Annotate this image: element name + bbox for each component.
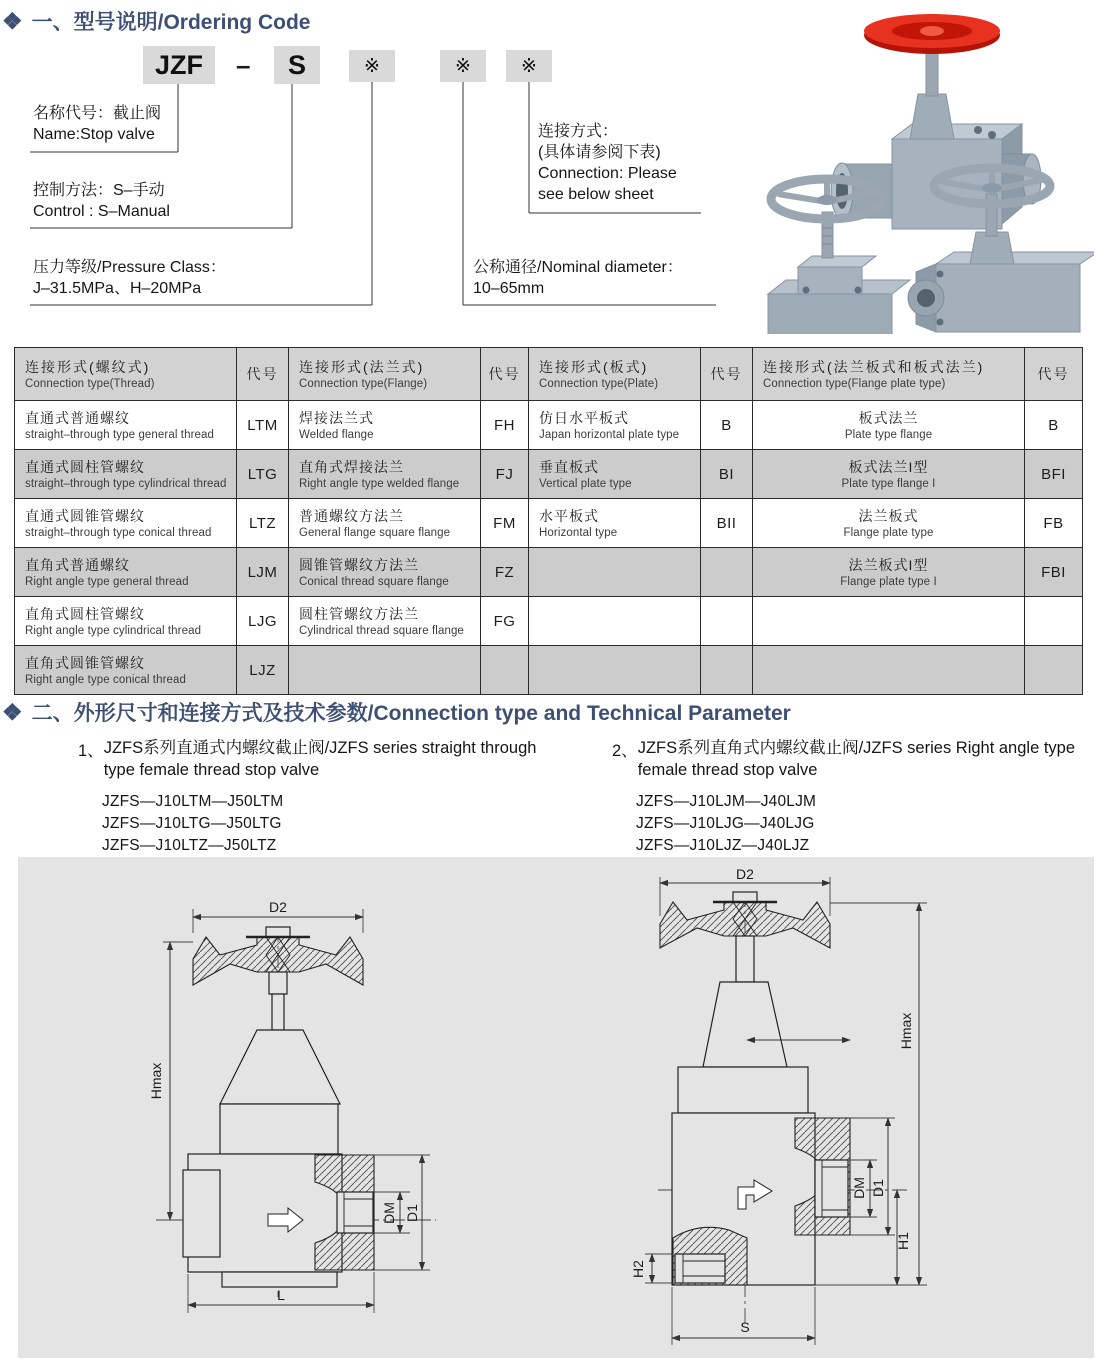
section-bullet-icon: ❖ [2, 7, 23, 34]
series-item-straight [78, 737, 564, 857]
code-box-star2: ※ [440, 50, 486, 82]
callout-name: 名称代号：截止阀 Name:Stop valve [33, 105, 162, 143]
header-flange: 连接形式(法兰式) [299, 358, 425, 375]
section-bullet-icon: ❖ [2, 698, 23, 725]
section2-title: 二、外形尺寸和连接方式及技术参数/Connection type and Technical Parameter [31, 702, 791, 725]
item-codes: JZFS—J10LJM—J40LJM JZFS—J10LJG—J40LJG JZFS—J10LJZ—J40LJZ [636, 793, 817, 854]
dim-label-hmax: Hmax [148, 1062, 164, 1100]
dim-label-h1: H1 [895, 1232, 911, 1250]
header-code1: 代号 [246, 365, 279, 382]
drawing-right-angle-valve [595, 866, 965, 1358]
series-item-right-angle [612, 737, 1096, 857]
dim-label-d1: D1 [870, 1179, 886, 1197]
dim-label-d2: D2 [736, 866, 754, 882]
dim-label-dm: DM [851, 1177, 867, 1199]
callout-diameter: 公称通径/Nominal diameter： 10–65mm [473, 259, 683, 297]
ordering-code-diagram [0, 40, 745, 340]
callout-connection: 连接方式： (具体请参阅下表) Connection: Please see below sheet [538, 123, 677, 203]
drawing-straight-valve [130, 875, 460, 1345]
dim-label-d1: D1 [404, 1204, 420, 1222]
table-row: 直通式圆锥管螺纹 straight–through type conical thread LTZ 普通螺纹方法兰 General flange square flange FM 水平板式 Horizontal type BII 法兰板式 Flange plate type FB [15, 499, 1083, 548]
valve-body-outline [672, 936, 850, 1285]
table-row: 直通式圆柱管螺纹 straight–through type cylindrical thread LTG 直角式焊接法兰 Right angle type welded flange FJ 垂直板式 Vertical plate type BI 板式法兰I型 Plate type flange I BFI [15, 450, 1083, 499]
table-row: 直通式普通螺纹 straight–through type general thread LTM 焊接法兰式 Welded flange FH 仿日水平板式 Japan horizontal plate type B 板式法兰 Plate type flange B [15, 401, 1083, 450]
section1-title: 一、型号说明/Ordering Code [31, 11, 311, 34]
header-code2: 代号 [488, 365, 521, 382]
header-code3: 代号 [710, 365, 743, 382]
item-number: 1、 [78, 742, 104, 760]
dim-label-dm: DM [381, 1202, 397, 1224]
dim-label-l: L [277, 1287, 285, 1303]
header-plate: 连接形式(板式) [539, 358, 649, 375]
item-title: JZFS系列直角式内螺纹截止阀/JZFS series Right angle type female thread stop valve [637, 739, 1076, 779]
code-box-jzf: JZF [143, 46, 215, 84]
item-codes: JZFS—J10LTM—J50LTM JZFS—J10LTG—J50LTG JZFS—J10LTZ—J50LTZ [102, 793, 284, 854]
callout-control: 控制方法：S–手动 Control : S–Manual [33, 182, 170, 220]
valve-body-outline [183, 972, 374, 1287]
section2-heading [2, 697, 791, 727]
dim-label-d2: D2 [269, 899, 287, 915]
item-number: 2、 [612, 742, 638, 760]
section1-heading [2, 6, 310, 36]
code-box-star3: ※ [506, 50, 552, 82]
connection-type-table [14, 347, 1083, 695]
table-header-row: 连接形式(螺纹式) Connection type(Thread) 代号 连接形式(法兰式) Connection type(Flange) 代号 连接形式(板式) Connection type(Plate) 代号 连接形式(法兰板式和板式法兰) Connection type(Flange plate type) 代号 [15, 348, 1083, 401]
dimension-drawings-panel [18, 857, 1094, 1358]
product-photos [740, 2, 1094, 334]
table-row: 直角式圆柱管螺纹 Right angle type cylindrical thread LJG 圆柱管螺纹方法兰 Cylindrical thread square flange FG [15, 597, 1083, 646]
code-dash: – [236, 50, 251, 80]
header-thread: 连接形式(螺纹式) [25, 358, 151, 375]
dim-label-s: S [740, 1319, 750, 1335]
callout-pressure: 压力等级/Pressure Class： J–31.5MPa、H–20MPa [33, 259, 226, 297]
dim-label-hmax: Hmax [898, 1012, 914, 1050]
code-box-star1: ※ [349, 50, 395, 82]
code-box-s: S [274, 46, 320, 84]
header-code4: 代号 [1037, 365, 1070, 382]
table-row: 直角式圆锥管螺纹 Right angle type conical thread LJZ [15, 646, 1083, 695]
table-row: 直角式普通螺纹 Right angle type general thread LJM 圆锥管螺纹方法兰 Conical thread square flange FZ 法兰板式I型 Flange plate type I FBI [15, 548, 1083, 597]
item-title: JZFS系列直通式内螺纹截止阀/JZFS series straight through type female thread stop valve [103, 739, 537, 779]
dim-label-h2: H2 [630, 1260, 646, 1278]
header-flange-plate: 连接形式(法兰板式和板式法兰) [763, 358, 985, 375]
